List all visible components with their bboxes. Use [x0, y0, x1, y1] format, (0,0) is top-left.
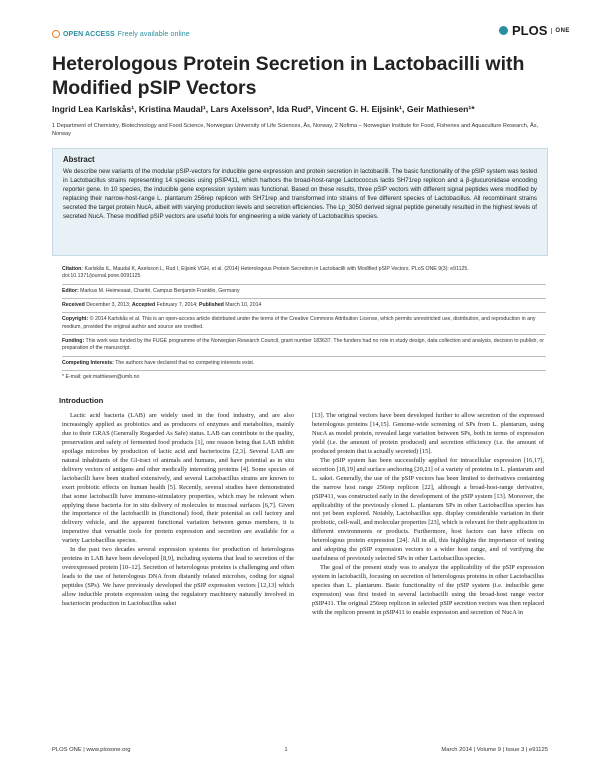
meta-divider: [62, 312, 546, 313]
editor-label: Editor:: [62, 287, 79, 294]
author-list: Ingrid Lea Karlskås¹, Kristina Maudal¹, Lars Axelsson², Ida Rud², Vincent G. H. Eijsink¹, Geir Mathiesen¹*: [52, 104, 475, 114]
competing-text: The authors have declared that no competing interests exist.: [115, 359, 255, 366]
funding-label: Funding:: [62, 337, 85, 344]
published-date: March 10, 2014: [225, 301, 262, 308]
open-access-banner[interactable]: [52, 30, 190, 38]
page-footer: [52, 747, 548, 753]
article-title: Heterologous Protein Secretion in Lactobacilli with Modified pSIP Vectors: [52, 53, 525, 99]
introduction-heading: Introduction: [59, 396, 104, 405]
plos-one-logo[interactable]: [499, 23, 570, 38]
intro-paragraph-3: [13]. The original vectors have been developed further to allow secretion of the expressed heterologous proteins [14,15]. Genome-wide screening of SPs from L. plantarum, using NucA as model protein, revealed large variation between SPs, both in terms of expression yield (i.e. the amount of protein produced) and secretion efficiency (i.e. the amount of produced protein that is actually secreted) [15].: [312, 412, 544, 455]
citation-line: [62, 266, 546, 280]
meta-divider: [62, 356, 546, 357]
citation-label: Citation:: [62, 266, 84, 272]
funding-line: [62, 338, 546, 352]
plos-logo-mark-icon: [499, 26, 508, 35]
intro-paragraph-1: Lactic acid bacteria (LAB) are widely used in the food industry, and are also increasingly applied as probiotics and as producers of enzymes and metabolites, mainly due to their GRAS (Generally Regarded As Safe) status. LAB can contribute to the quality, preservation and safety of fermented food products [1], one reason being that LAB inhibit spoilage microbes by production of lactic acid and bacteriocins [2,3]. Several LAB are natural inhabitants of the GI-tract of animals and humans, and have potential as in situ delivery vectors of antigens and other medically interesting proteins [4]. Some species of lactobacilli have been studied extensively, and several Lactobacillus strains are known to exert probiotic effects on human health [5]. Recently, several studies have demonstrated that some lactobacilli have immuno-stimulatory properties, which may be relevant when applying these bacteria for in situ delivery of molecules to mucosal surfaces [6,7]. Given the importance of the lactobacilli in (functional) food, their potential as cell factory and delivery vehicle, and the apparent functional variation between genus members, it is imperative that versatile tools for protein expression and secretion are available for a variety Lactobacillus species.: [62, 412, 294, 545]
email-line[interactable]: * E-mail: geir.mathiesen@umb.no: [62, 373, 140, 380]
meta-divider: [62, 334, 546, 335]
competing-interests-line: [62, 360, 546, 367]
intro-paragraph-4: The pSIP system has been successfully applied for intracellular expression [16,17], secretion [18,19] and surface anchoring [20,21] of a variety of proteins in L. plantarum and L. sakei. Generally, the use of the pSIP vectors has been limited to derivatives containing the narrow host range 256rep replicon [22], although a broad-host-range derivative, pSIP411, was constructed early in the development of the pSIP system [13]. Moreover, the applicability of the previously cloned L. plantarum SPs in other Lactobacillus species has not yet been explored. Notably, Lactobacillus spp. display considerable variation in their probiotic, cell-wall, and molecular properties [23], which is relevant for their application in different environments or products. Furthermore, host factors can have effects on heterologous protein expression [24]. All in all, this highlights the importance of testing and adopting the pSIP expression vectors to a wider host range, and of verifying the usefulness of previously selected SPs in other Lactobacillus species.: [312, 456, 544, 563]
editor-text: Markus M. Heimesaat, Charité, Campus Benjamin Franklin, Germany: [80, 287, 240, 294]
plos-logo-sub: ONE: [551, 28, 570, 34]
copyright-label: Copyright:: [62, 316, 89, 323]
affiliations: 1 Department of Chemistry, Biotechnology and Food Science, Norwegian University of Life Sciences, Ås, Norway, 2 Nofima – Norwegian Institute for Food, Fisheries and Aquaculture Research, Ås, Norway: [52, 123, 539, 137]
body-column-left: [59, 396, 294, 609]
intro-paragraph-5: The goal of the present study was to analyze the applicability of the pSIP expression system in lactobacilli, focusing on secretion of heterologous proteins in other Lactobacillus species than L. plantarum. Basic functionality of the pSIP system (i.e. inducible gene expression) was first tested in several lactobacilli using the broad-host range vector pSIP411. The original 256rep replicon in selected pSIP secretion vectors was then replaced with the replicon present in pSIP411 to enable expression and secretion of NucA in: [312, 564, 544, 616]
meta-divider: [62, 284, 546, 285]
meta-divider: [62, 370, 546, 371]
open-access-label: OPEN ACCESS: [63, 30, 115, 38]
footer-journal-url[interactable]: PLOS ONE | www.plosone.org: [52, 747, 131, 753]
citation-text: Karlskås IL, Maudal K, Axelsson L, Rud I, Eijsink VGH, et al. (2014) Heterologous Protein Secretion in Lactobacilli with Modified pSIP Vectors. PLoS ONE 9(3): e91125. doi:10.1371/journal.pone.0091125: [62, 266, 469, 280]
article-metadata: [62, 266, 546, 384]
body-column-right: [312, 412, 544, 618]
dates-line: [62, 302, 546, 309]
accepted-date: February 7, 2014;: [156, 301, 198, 308]
journal-header: [0, 0, 600, 40]
plos-logo-text: PLOS: [512, 23, 548, 38]
abstract-box: [52, 148, 548, 256]
received-label: Received: [62, 301, 85, 308]
copyright-text: © 2014 Karlskås et al. This is an open-access article distributed under the terms of the Creative Commons Attribution License, which permits unrestricted use, distribution, and reproduction in any medium, provided the original author and source are credited.: [62, 316, 536, 330]
footer-page-number: 1: [284, 747, 288, 753]
funding-text: This work was funded by the FUGE programme of the Norwegian Research Council, grant number 183637. The funders had no role in study design, data collection and analysis, decision to publish, or preparation of the manuscript.: [62, 337, 544, 352]
competing-label: Competing Interests:: [62, 359, 114, 366]
received-date: December 3, 2013;: [86, 301, 131, 308]
footer-issue-info: March 2014 | Volume 9 | Issue 3 | e91125: [441, 747, 548, 753]
meta-divider: [62, 298, 546, 299]
freely-available-label: Freely available online: [117, 30, 190, 38]
intro-paragraph-2: In the past two decades several expression systems for production of heterologous proteins in LAB have been developed [8,9], including systems that lead to secretion of the overexpressed protein [10–12]. Secretion of heterologous proteins is challenging and often leads to the use of heterologous DNA from distantly related microbes, coding for signal peptides (SPs). We have previously developed the pSIP expression vectors [12,13] which allow inducible protein expression using the regulatory machinery naturally involved in bacteriocin production in Lactobacillus sakei: [62, 546, 294, 608]
abstract-text: We describe new variants of the modular pSIP-vectors for inducible gene expression and protein secretion in lactobacilli. The basic functionality of the pSIP system was tested in Lactobacillus strains representing 14 species using pSIP411, which harbors the broad-host-range Lactococcus lactis SH71rep replicon and a β-glucuronidase encoding reporter gene. In 10 species, the inducible gene expression system was functional. Based on these results, three pSIP vectors with different signal peptides were modified by replacing their narrow-host-range L. plantarum 256rep replicon with SH71rep and transformed into strains of five different species of Lactobacillus. All recombinant strains secreted the target protein NucA, albeit with varying production levels and secretion efficiencies. The Lp_3050 derived signal peptide generally resulted in the highest levels of secreted NucA. These modified pSIP vectors are useful tools for engineering a wide variety of Lactobacillus species.: [63, 168, 537, 220]
copyright-line: [62, 316, 546, 330]
accepted-label: Accepted: [131, 301, 156, 308]
published-label: Published: [199, 301, 224, 308]
abstract-heading: Abstract: [63, 155, 95, 164]
editor-line: [62, 288, 546, 295]
open-access-lock-icon: [52, 30, 60, 38]
